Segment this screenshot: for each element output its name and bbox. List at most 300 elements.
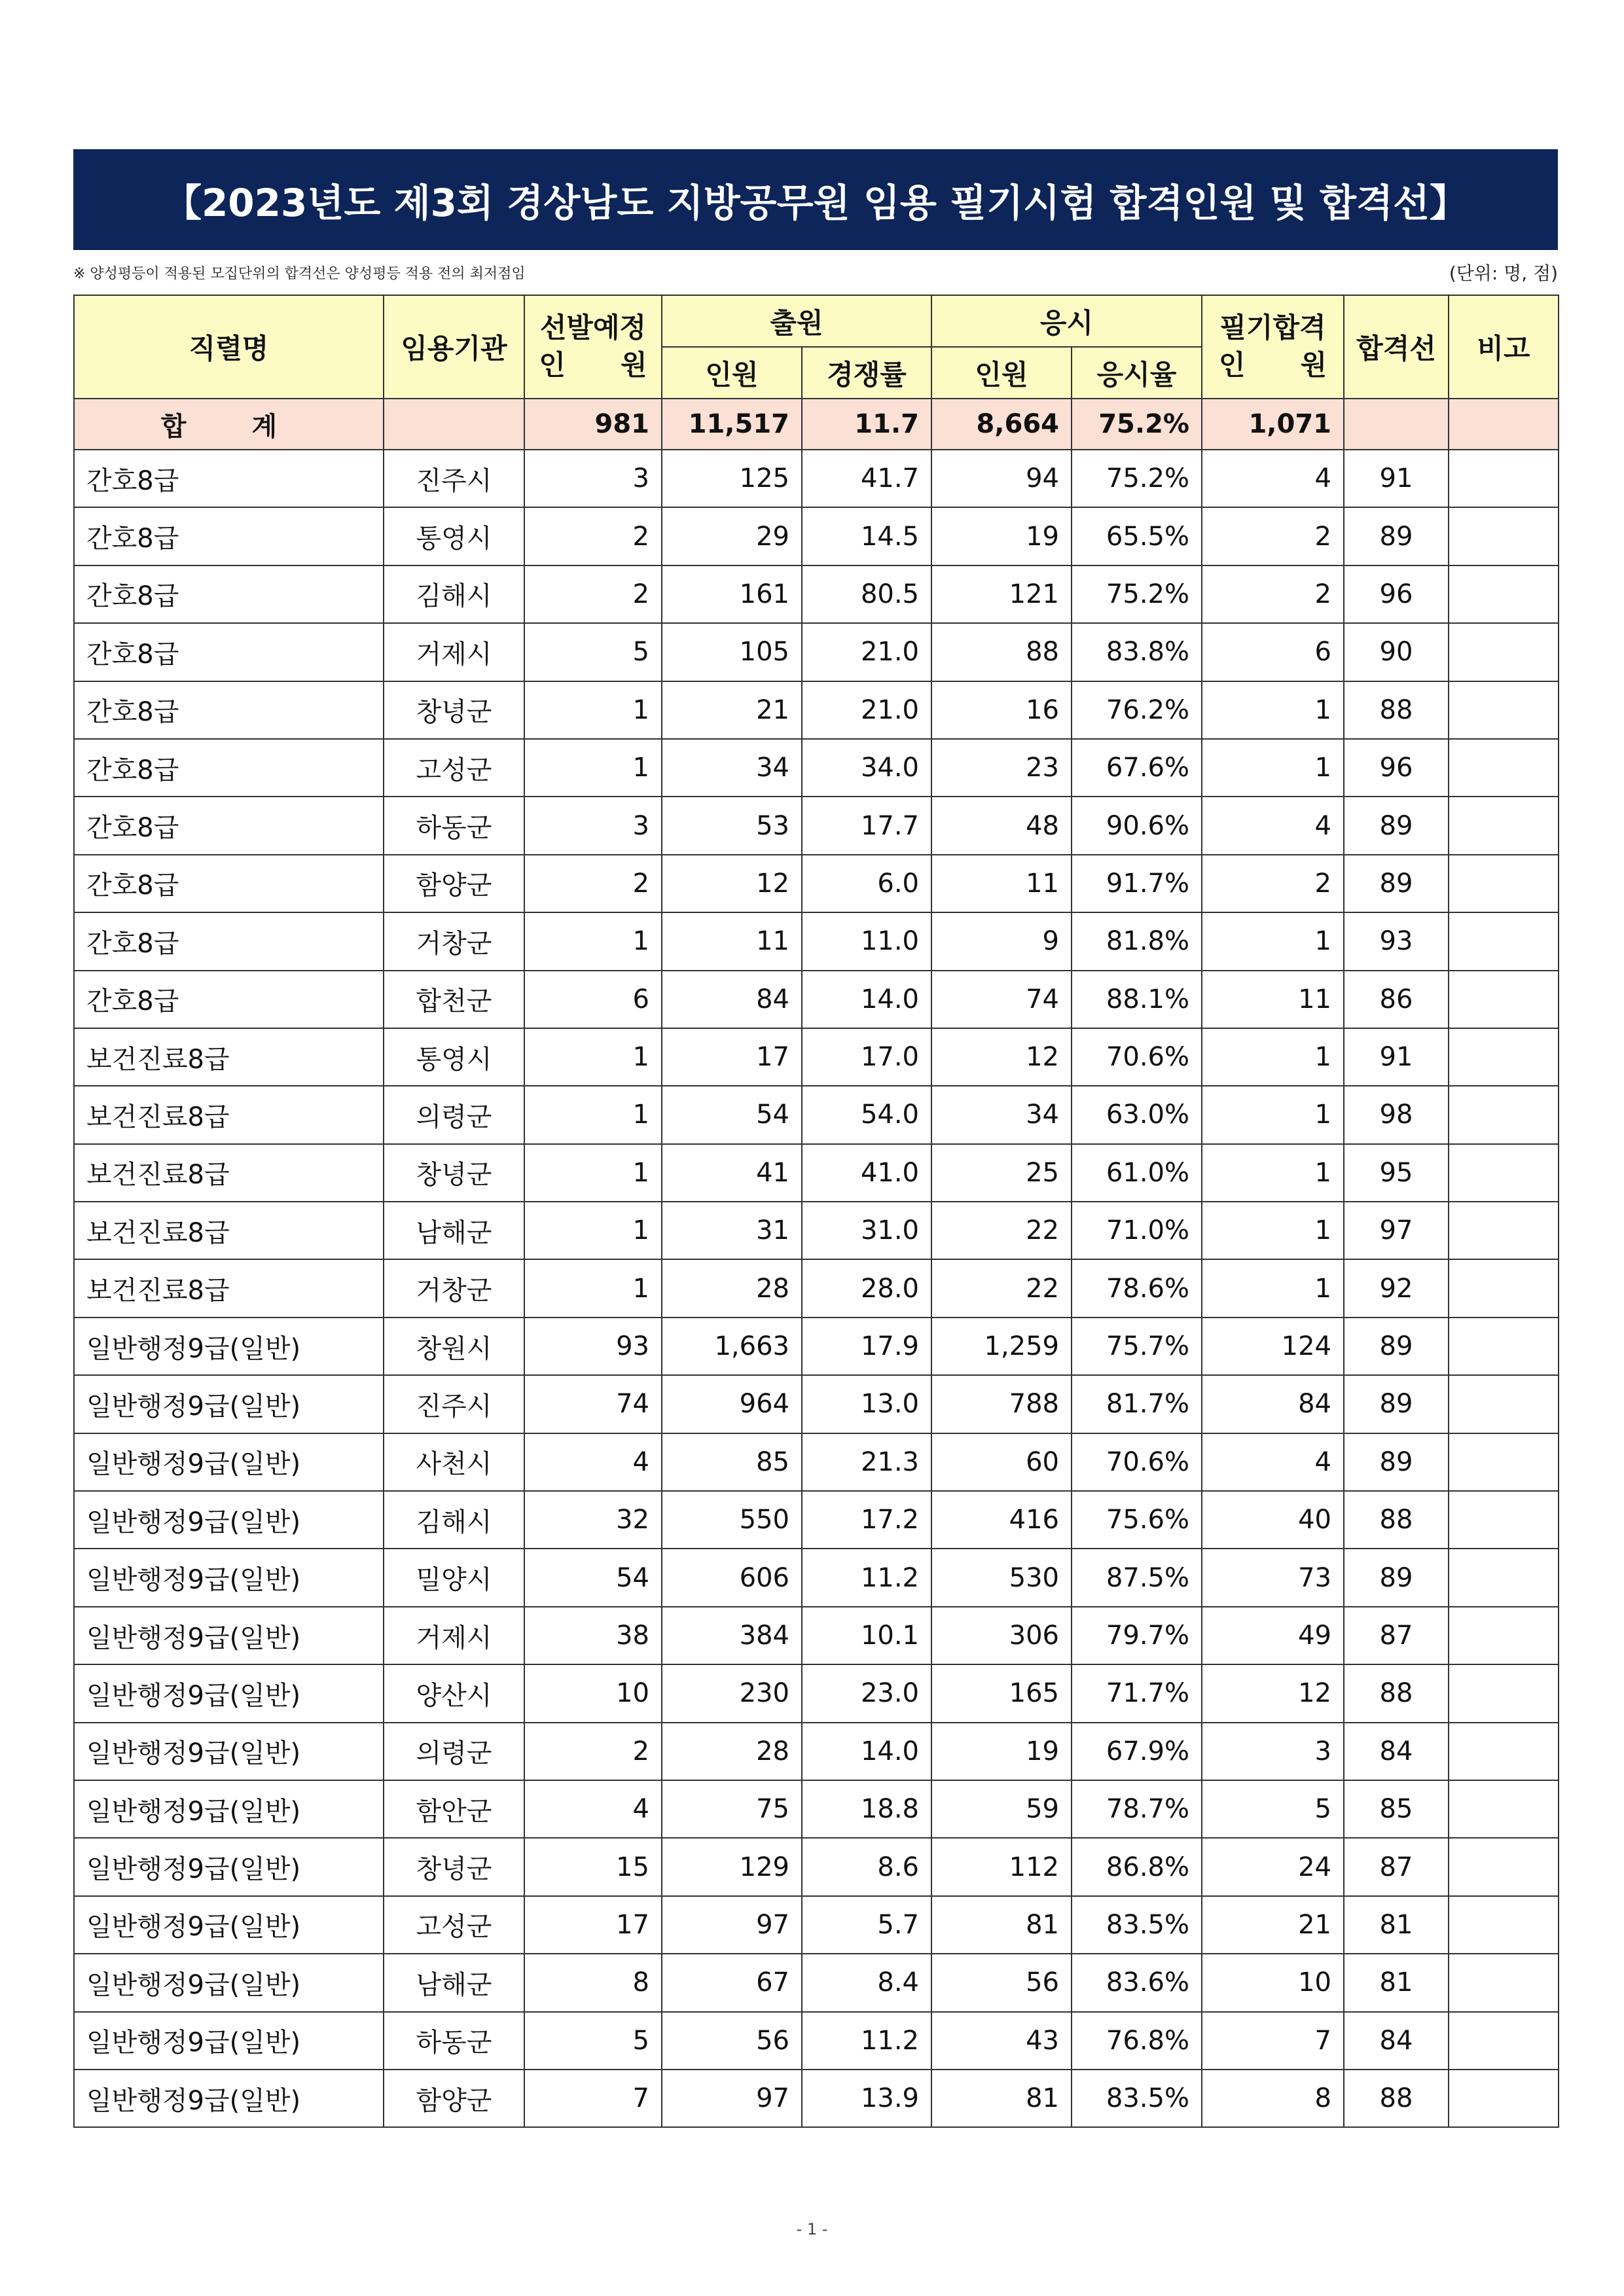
cell-competition: 21.0 [802, 623, 931, 681]
cell-remarks [1449, 507, 1559, 565]
cell-remarks [1449, 1375, 1559, 1433]
cell-org: 하동군 [384, 797, 524, 854]
cell-taken: 94 [931, 450, 1072, 507]
cell-taken: 306 [931, 1607, 1072, 1664]
cell-job: 일반행정9급(일반) [74, 2012, 384, 2070]
cell-passed: 11 [1202, 971, 1344, 1028]
cell-taken-rate: 70.6% [1072, 1433, 1202, 1491]
total-taken: 8,664 [931, 399, 1072, 450]
cell-competition: 54.0 [802, 1086, 931, 1143]
cell-taken-rate: 75.6% [1072, 1491, 1202, 1549]
cell-competition: 6.0 [802, 855, 931, 912]
cell-applied: 606 [662, 1549, 802, 1606]
cell-passed: 4 [1202, 450, 1344, 507]
cell-remarks [1449, 1838, 1559, 1895]
cell-competition: 21.3 [802, 1433, 931, 1491]
cell-planned: 3 [524, 797, 662, 854]
cell-applied: 12 [662, 855, 802, 912]
cell-taken: 60 [931, 1433, 1072, 1491]
cell-applied: 67 [662, 1954, 802, 2011]
header-taken: 응시 [931, 295, 1202, 347]
cell-org: 함안군 [384, 1780, 524, 1838]
cell-taken-rate: 67.9% [1072, 1723, 1202, 1780]
cell-planned: 4 [524, 1433, 662, 1491]
cell-job: 일반행정9급(일반) [74, 2070, 384, 2127]
cell-planned: 7 [524, 2070, 662, 2127]
cell-org: 함양군 [384, 855, 524, 912]
cell-taken-rate: 78.6% [1072, 1259, 1202, 1317]
cell-applied: 97 [662, 2070, 802, 2127]
cell-cutoff: 89 [1344, 1549, 1449, 1606]
cell-passed: 12 [1202, 1664, 1344, 1722]
cell-applied: 56 [662, 2012, 802, 2070]
cell-competition: 17.0 [802, 1028, 931, 1086]
cell-planned: 2 [524, 1723, 662, 1780]
cell-taken: 1,259 [931, 1318, 1072, 1375]
cell-applied: 1,663 [662, 1318, 802, 1375]
table-row [74, 1433, 1559, 1491]
cell-remarks [1449, 565, 1559, 623]
cell-applied: 34 [662, 739, 802, 797]
cell-remarks [1449, 971, 1559, 1028]
cell-cutoff: 89 [1344, 1318, 1449, 1375]
cell-planned: 74 [524, 1375, 662, 1433]
cell-passed: 3 [1202, 1723, 1344, 1780]
cell-applied: 21 [662, 681, 802, 739]
cell-remarks [1449, 1028, 1559, 1086]
cell-passed: 6 [1202, 623, 1344, 681]
total-cutoff [1344, 399, 1449, 450]
cell-taken-rate: 75.2% [1072, 450, 1202, 507]
cell-passed: 8 [1202, 2070, 1344, 2127]
cell-org: 김해시 [384, 1491, 524, 1549]
cell-competition: 21.0 [802, 681, 931, 739]
results-table [73, 295, 1559, 2128]
table-row [74, 797, 1559, 854]
cell-planned: 2 [524, 565, 662, 623]
cell-competition: 80.5 [802, 565, 931, 623]
table-row [74, 1491, 1559, 1549]
cell-remarks [1449, 2012, 1559, 2070]
cell-passed: 1 [1202, 1028, 1344, 1086]
cell-planned: 5 [524, 2012, 662, 2070]
total-competition: 11.7 [802, 399, 931, 450]
cell-job: 일반행정9급(일반) [74, 1375, 384, 1433]
cell-org: 남해군 [384, 1202, 524, 1259]
cell-planned: 6 [524, 971, 662, 1028]
header-competition: 경쟁률 [802, 347, 931, 399]
table-row [74, 1259, 1559, 1317]
cell-applied: 53 [662, 797, 802, 854]
cell-competition: 23.0 [802, 1664, 931, 1722]
cell-org: 남해군 [384, 1954, 524, 2011]
cell-remarks [1449, 681, 1559, 739]
table-row [74, 1028, 1559, 1086]
cell-passed: 1 [1202, 1202, 1344, 1259]
cell-passed: 124 [1202, 1318, 1344, 1375]
table-body [74, 399, 1559, 2127]
table-row [74, 1896, 1559, 1954]
cell-taken-rate: 63.0% [1072, 1086, 1202, 1143]
cell-cutoff: 89 [1344, 1433, 1449, 1491]
cell-cutoff: 88 [1344, 1491, 1449, 1549]
table-row [74, 971, 1559, 1028]
cell-taken: 530 [931, 1549, 1072, 1606]
cell-passed: 2 [1202, 565, 1344, 623]
cell-taken: 56 [931, 1954, 1072, 2011]
table-row [74, 565, 1559, 623]
cell-applied: 75 [662, 1780, 802, 1838]
cell-competition: 17.7 [802, 797, 931, 854]
table-row [74, 1723, 1559, 1780]
cell-competition: 11.0 [802, 912, 931, 970]
cell-job: 일반행정9급(일반) [74, 1549, 384, 1606]
cell-remarks [1449, 1664, 1559, 1722]
cell-org: 밀양시 [384, 1549, 524, 1606]
cell-org: 함양군 [384, 2070, 524, 2127]
unit-label: (단위: 명, 점) [1449, 262, 1558, 284]
cell-cutoff: 91 [1344, 1028, 1449, 1086]
cell-cutoff: 95 [1344, 1144, 1449, 1202]
total-planned: 981 [524, 399, 662, 450]
cell-org: 합천군 [384, 971, 524, 1028]
table-row [74, 912, 1559, 970]
cell-taken-rate: 76.8% [1072, 2012, 1202, 2070]
cell-competition: 14.0 [802, 1723, 931, 1780]
cell-taken-rate: 83.8% [1072, 623, 1202, 681]
cell-job: 간호8급 [74, 971, 384, 1028]
cell-passed: 24 [1202, 1838, 1344, 1895]
cell-cutoff: 96 [1344, 565, 1449, 623]
cell-passed: 2 [1202, 855, 1344, 912]
cell-passed: 1 [1202, 1144, 1344, 1202]
cell-remarks [1449, 1144, 1559, 1202]
table-row [74, 1144, 1559, 1202]
cell-taken-rate: 70.6% [1072, 1028, 1202, 1086]
cell-taken: 74 [931, 971, 1072, 1028]
cell-org: 진주시 [384, 1375, 524, 1433]
cell-job: 간호8급 [74, 450, 384, 507]
table-row [74, 1318, 1559, 1375]
cell-taken-rate: 61.0% [1072, 1144, 1202, 1202]
cell-job: 간호8급 [74, 681, 384, 739]
table-row [74, 1375, 1559, 1433]
total-passed: 1,071 [1202, 399, 1344, 450]
cell-taken-rate: 78.7% [1072, 1780, 1202, 1838]
cell-competition: 13.9 [802, 2070, 931, 2127]
cell-applied: 125 [662, 450, 802, 507]
cell-passed: 1 [1202, 912, 1344, 970]
cell-org: 진주시 [384, 450, 524, 507]
cell-job: 일반행정9급(일반) [74, 1607, 384, 1664]
table-row [74, 1780, 1559, 1838]
cell-taken-rate: 81.7% [1072, 1375, 1202, 1433]
cell-org: 통영시 [384, 1028, 524, 1086]
cell-org: 하동군 [384, 2012, 524, 2070]
cell-cutoff: 88 [1344, 2070, 1449, 2127]
cell-taken-rate: 83.5% [1072, 2070, 1202, 2127]
cell-cutoff: 89 [1344, 1375, 1449, 1433]
cell-job: 보건진료8급 [74, 1144, 384, 1202]
cell-org: 사천시 [384, 1433, 524, 1491]
cell-remarks [1449, 1202, 1559, 1259]
cell-cutoff: 89 [1344, 855, 1449, 912]
cell-planned: 1 [524, 1259, 662, 1317]
cell-org: 김해시 [384, 565, 524, 623]
cell-org: 창원시 [384, 1318, 524, 1375]
cell-taken: 12 [931, 1028, 1072, 1086]
cell-taken: 16 [931, 681, 1072, 739]
cell-remarks [1449, 1259, 1559, 1317]
cell-job: 일반행정9급(일반) [74, 1838, 384, 1895]
cell-cutoff: 88 [1344, 681, 1449, 739]
cell-competition: 17.9 [802, 1318, 931, 1375]
cell-cutoff: 93 [1344, 912, 1449, 970]
cell-org: 거창군 [384, 1259, 524, 1317]
cell-passed: 7 [1202, 2012, 1344, 2070]
cell-applied: 17 [662, 1028, 802, 1086]
cell-competition: 14.0 [802, 971, 931, 1028]
cell-planned: 1 [524, 1086, 662, 1143]
cell-remarks [1449, 1491, 1559, 1549]
cell-taken-rate: 90.6% [1072, 797, 1202, 854]
header-applied: 출원 [662, 295, 931, 347]
cell-taken: 19 [931, 507, 1072, 565]
cell-job: 간호8급 [74, 623, 384, 681]
cell-remarks [1449, 1086, 1559, 1143]
cell-taken: 48 [931, 797, 1072, 854]
cell-org: 고성군 [384, 739, 524, 797]
table-row [74, 855, 1559, 912]
cell-applied: 84 [662, 971, 802, 1028]
cell-planned: 1 [524, 1144, 662, 1202]
header-passed-bottom: 인 원 [1218, 349, 1327, 381]
cell-passed: 84 [1202, 1375, 1344, 1433]
cell-cutoff: 98 [1344, 1086, 1449, 1143]
cell-planned: 15 [524, 1838, 662, 1895]
cell-remarks [1449, 797, 1559, 854]
cell-taken-rate: 75.2% [1072, 565, 1202, 623]
cell-applied: 161 [662, 565, 802, 623]
cell-remarks [1449, 1607, 1559, 1664]
page-title: 【2023년도 제3회 경상남도 지방공무원 임용 필기시험 합격인원 및 합격선】 [73, 149, 1558, 250]
cell-planned: 1 [524, 912, 662, 970]
cell-job: 간호8급 [74, 739, 384, 797]
cell-competition: 17.2 [802, 1491, 931, 1549]
table-row [74, 623, 1559, 681]
total-taken-rate: 75.2% [1072, 399, 1202, 450]
cell-applied: 29 [662, 507, 802, 565]
cell-job: 간호8급 [74, 797, 384, 854]
cell-planned: 2 [524, 507, 662, 565]
cell-job: 보건진료8급 [74, 1259, 384, 1317]
cell-planned: 1 [524, 1202, 662, 1259]
cell-passed: 10 [1202, 1954, 1344, 2011]
cell-passed: 40 [1202, 1491, 1344, 1549]
cell-planned: 38 [524, 1607, 662, 1664]
cell-applied: 28 [662, 1259, 802, 1317]
cell-taken: 9 [931, 912, 1072, 970]
cell-passed: 1 [1202, 1086, 1344, 1143]
page-number: - 1 - [796, 2220, 828, 2238]
cell-taken: 112 [931, 1838, 1072, 1895]
cell-applied: 54 [662, 1086, 802, 1143]
cell-cutoff: 85 [1344, 1780, 1449, 1838]
cell-competition: 14.5 [802, 507, 931, 565]
table-row [74, 1549, 1559, 1606]
cell-cutoff: 81 [1344, 1896, 1449, 1954]
cell-job: 일반행정9급(일반) [74, 1954, 384, 2011]
table-row [74, 2070, 1559, 2127]
cell-cutoff: 81 [1344, 1954, 1449, 2011]
cell-job: 일반행정9급(일반) [74, 1723, 384, 1780]
cell-org: 창녕군 [384, 681, 524, 739]
cell-cutoff: 86 [1344, 971, 1449, 1028]
cell-remarks [1449, 1433, 1559, 1491]
table-row [74, 1607, 1559, 1664]
cell-applied: 85 [662, 1433, 802, 1491]
cell-cutoff: 89 [1344, 507, 1449, 565]
cell-remarks [1449, 1549, 1559, 1606]
cell-competition: 28.0 [802, 1259, 931, 1317]
cell-org: 거제시 [384, 1607, 524, 1664]
footnote: ※ 양성평등이 적용된 모집단위의 합격선은 양성평등 적용 전의 최저점임 [73, 265, 526, 282]
cell-cutoff: 84 [1344, 1723, 1449, 1780]
header-passed [1202, 295, 1344, 399]
cell-taken-rate: 87.5% [1072, 1549, 1202, 1606]
cell-competition: 41.0 [802, 1144, 931, 1202]
cell-taken: 81 [931, 2070, 1072, 2127]
cell-passed: 49 [1202, 1607, 1344, 1664]
cell-org: 의령군 [384, 1723, 524, 1780]
cell-org: 거제시 [384, 623, 524, 681]
cell-cutoff: 90 [1344, 623, 1449, 681]
total-applied: 11,517 [662, 399, 802, 450]
cell-cutoff: 84 [1344, 2012, 1449, 2070]
cell-passed: 1 [1202, 739, 1344, 797]
cell-taken: 788 [931, 1375, 1072, 1433]
cell-competition: 13.0 [802, 1375, 931, 1433]
cell-taken: 81 [931, 1896, 1072, 1954]
cell-org: 통영시 [384, 507, 524, 565]
cell-remarks [1449, 2070, 1559, 2127]
cell-taken: 59 [931, 1780, 1072, 1838]
cell-job: 일반행정9급(일반) [74, 1664, 384, 1722]
cell-planned: 93 [524, 1318, 662, 1375]
cell-competition: 10.1 [802, 1607, 931, 1664]
header-taken-count: 인원 [931, 347, 1072, 399]
cell-competition: 41.7 [802, 450, 931, 507]
cell-job: 일반행정9급(일반) [74, 1318, 384, 1375]
cell-competition: 18.8 [802, 1780, 931, 1838]
cell-planned: 1 [524, 1028, 662, 1086]
cell-taken: 165 [931, 1664, 1072, 1722]
cell-passed: 4 [1202, 797, 1344, 854]
cell-job: 일반행정9급(일반) [74, 1896, 384, 1954]
table-row [74, 450, 1559, 507]
cell-applied: 28 [662, 1723, 802, 1780]
cell-taken: 19 [931, 1723, 1072, 1780]
cell-remarks [1449, 912, 1559, 970]
cell-applied: 31 [662, 1202, 802, 1259]
cell-planned: 54 [524, 1549, 662, 1606]
header-planned-top: 선발예정 [539, 312, 647, 344]
header-planned-bottom: 인 원 [539, 349, 647, 381]
cell-passed: 1 [1202, 681, 1344, 739]
cell-org: 거창군 [384, 912, 524, 970]
cell-job: 보건진료8급 [74, 1086, 384, 1143]
cell-taken: 43 [931, 2012, 1072, 2070]
header-cutoff: 합격선 [1344, 295, 1449, 399]
cell-passed: 5 [1202, 1780, 1344, 1838]
table-row [74, 507, 1559, 565]
cell-competition: 11.2 [802, 2012, 931, 2070]
cell-org: 창녕군 [384, 1838, 524, 1895]
cell-job: 일반행정9급(일반) [74, 1780, 384, 1838]
cell-taken: 25 [931, 1144, 1072, 1202]
cell-cutoff: 87 [1344, 1607, 1449, 1664]
cell-planned: 1 [524, 681, 662, 739]
header-org: 임용기관 [384, 295, 524, 399]
cell-job: 일반행정9급(일반) [74, 1433, 384, 1491]
cell-org: 양산시 [384, 1664, 524, 1722]
cell-cutoff: 89 [1344, 797, 1449, 854]
cell-taken-rate: 83.6% [1072, 1954, 1202, 2011]
cell-taken: 34 [931, 1086, 1072, 1143]
cell-passed: 4 [1202, 1433, 1344, 1491]
table-row [74, 1954, 1559, 2011]
cell-taken: 121 [931, 565, 1072, 623]
cell-taken-rate: 71.7% [1072, 1664, 1202, 1722]
cell-applied: 384 [662, 1607, 802, 1664]
cell-taken-rate: 67.6% [1072, 739, 1202, 797]
cell-cutoff: 87 [1344, 1838, 1449, 1895]
total-org [384, 399, 524, 450]
cell-planned: 1 [524, 739, 662, 797]
cell-applied: 230 [662, 1664, 802, 1722]
cell-planned: 10 [524, 1664, 662, 1722]
table-row [74, 1838, 1559, 1895]
cell-applied: 41 [662, 1144, 802, 1202]
cell-passed: 1 [1202, 1259, 1344, 1317]
cell-applied: 550 [662, 1491, 802, 1549]
cell-job: 일반행정9급(일반) [74, 1491, 384, 1549]
cell-planned: 3 [524, 450, 662, 507]
cell-remarks [1449, 1780, 1559, 1838]
cell-taken-rate: 65.5% [1072, 507, 1202, 565]
cell-job: 간호8급 [74, 855, 384, 912]
cell-planned: 32 [524, 1491, 662, 1549]
header-applied-count: 인원 [662, 347, 802, 399]
cell-taken-rate: 76.2% [1072, 681, 1202, 739]
cell-competition: 34.0 [802, 739, 931, 797]
header-taken-rate: 응시율 [1072, 347, 1202, 399]
cell-remarks [1449, 1954, 1559, 2011]
cell-cutoff: 92 [1344, 1259, 1449, 1317]
cell-taken: 11 [931, 855, 1072, 912]
cell-job: 간호8급 [74, 912, 384, 970]
cell-competition: 8.6 [802, 1838, 931, 1895]
cell-remarks [1449, 739, 1559, 797]
cell-applied: 964 [662, 1375, 802, 1433]
cell-taken: 416 [931, 1491, 1072, 1549]
cell-taken: 22 [931, 1259, 1072, 1317]
cell-cutoff: 96 [1344, 739, 1449, 797]
cell-taken: 88 [931, 623, 1072, 681]
total-label: 합 계 [74, 399, 384, 450]
note-row [73, 260, 1558, 284]
cell-remarks [1449, 450, 1559, 507]
